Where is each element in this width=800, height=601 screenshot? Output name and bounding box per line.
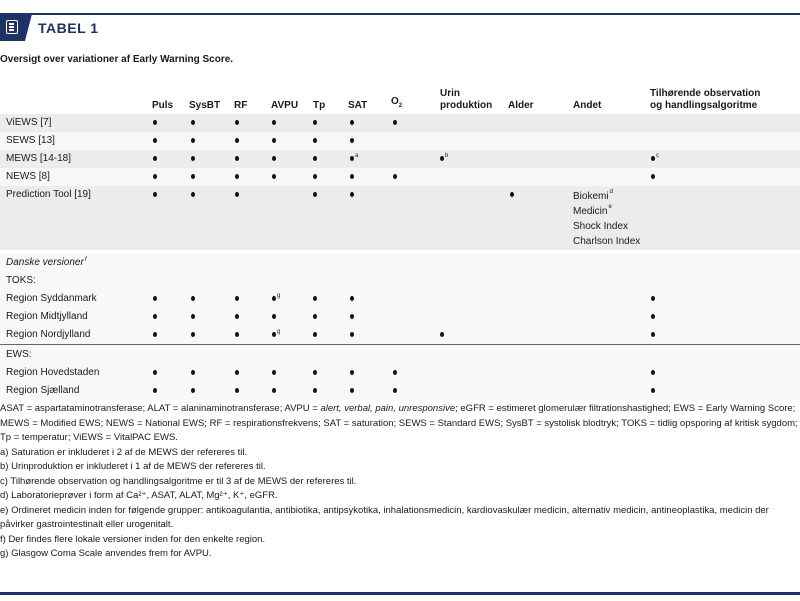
table-body-danish (0, 254, 800, 400)
footnote-f: f) Der findes flere lokale versioner inden for den enkelte region. (0, 533, 266, 545)
table-badge (0, 14, 32, 41)
mark-icon (313, 296, 317, 301)
mark-icon (651, 174, 655, 179)
footnote-b: b) Urinproduktion er inkluderet i 1 af de MEWS der refereres til. (0, 461, 266, 472)
table-body-international (0, 114, 800, 250)
andet-item: Medicin (573, 206, 608, 217)
mark-icon (235, 370, 239, 375)
row-label: Prediction Tool [19] (6, 189, 91, 200)
footnote-d: d) Laboratorieprøver i form af Ca²⁺, ASAT, ALAT, Mg²⁺, K⁺, eGFR. (0, 490, 278, 501)
mark-icon (153, 314, 157, 319)
mark-icon (191, 156, 195, 161)
mark-icon (191, 296, 195, 301)
footnote-g: g) Glasgow Coma Scale anvendes frem for AVPU. (0, 548, 212, 559)
mark-icon (235, 174, 239, 179)
row-label: Region Midtjylland (6, 311, 88, 322)
row-label: Region Syddanmark (6, 293, 97, 304)
bottom-rule (0, 592, 800, 595)
footnote-ref: e (608, 204, 612, 210)
mark-icon (350, 138, 354, 143)
col-sat: SAT (348, 100, 368, 111)
row-label: NEWS [8] (6, 171, 50, 182)
mark-icon (350, 332, 354, 337)
row-label: Region Nordjylland (6, 329, 91, 340)
table-label: TABEL 1 (38, 20, 99, 36)
col-sysbt: SysBT (189, 100, 221, 111)
table-row (0, 364, 800, 382)
section-divider (0, 344, 800, 345)
toks-label: TOKS: (6, 275, 36, 286)
mark-icon (235, 138, 239, 143)
mark-icon (235, 314, 239, 319)
subsection-heading (0, 272, 800, 290)
footnote-ref: b (445, 153, 449, 159)
mark-icon (191, 332, 195, 337)
mark-icon (393, 174, 397, 179)
mark-icon (153, 156, 157, 161)
footnote-a: a) Saturation er inkluderet i 2 af de MEWS der refereres til. (0, 446, 248, 458)
mark-icon (153, 296, 157, 301)
mark-icon (272, 138, 276, 143)
subsection-heading (0, 346, 800, 364)
mark-icon (313, 156, 317, 161)
top-rule (0, 13, 800, 15)
mark-icon (350, 156, 354, 161)
mark-icon (272, 332, 276, 337)
mark-icon (350, 120, 354, 125)
mark-icon (153, 332, 157, 337)
table-row (0, 114, 800, 132)
mark-icon (393, 120, 397, 125)
mark-icon (651, 332, 655, 337)
row-label: Region Hovedstaden (6, 367, 100, 378)
mark-icon (235, 296, 239, 301)
danish-heading: Danske versioner (6, 257, 84, 268)
footnote-ref: g (277, 293, 281, 299)
table-row (0, 150, 800, 168)
mark-icon (440, 332, 444, 337)
mark-icon (272, 174, 276, 179)
mark-icon (272, 156, 276, 161)
mark-icon (350, 388, 354, 393)
col-rf: RF (234, 100, 248, 111)
ews-label: EWS: (6, 349, 32, 360)
mark-icon (191, 388, 195, 393)
mark-icon (313, 314, 317, 319)
footnote-ref: g (277, 329, 281, 335)
row-label: ViEWS [7] (6, 117, 52, 128)
table-row (0, 382, 800, 400)
mark-icon (191, 314, 195, 319)
mark-icon (350, 192, 354, 197)
table-row (0, 290, 800, 308)
col-o2: $O_2$ (391, 96, 403, 109)
mark-icon (272, 314, 276, 319)
table-header (0, 84, 800, 114)
mark-icon (651, 156, 655, 161)
col-alder: Alder (508, 100, 534, 111)
col-andet: Andet (573, 100, 602, 111)
mark-icon (440, 156, 444, 161)
andet-item: Shock Index (573, 221, 629, 232)
col-tp: Tp (313, 100, 326, 111)
mark-icon (272, 296, 276, 301)
table-row (0, 168, 800, 186)
mark-icon (153, 138, 157, 143)
mark-icon (313, 120, 317, 125)
mark-icon (313, 332, 317, 337)
mark-icon (153, 174, 157, 179)
abbreviations: ASAT = aspartataminotransferase; ALAT = alaninaminotransferase; AVPU = alert, verbal, pain, unresponsive; eGFR = estimeret glomerulær filtrationshastighed; EWS = Early Warning Score; MEWS = Modified EWS; NEWS = National EWS; RF = respirationsfrekvens; SAT = saturation; SEWS = Standard EWS; SysBT = systolisk blodtryk; TOKS = tidlig opsporing af kritisk sygdom; Tp = temperatur; ViEWS = VitalPAC EWS. (0, 403, 798, 443)
footnote-c: c) Tilhørende observation og handlingsalgoritme er til 3 af de MEWS der refereres til. (0, 475, 357, 487)
mark-icon (235, 332, 239, 337)
mark-icon (191, 120, 195, 125)
table-row (0, 132, 800, 150)
mark-icon (393, 388, 397, 393)
mark-icon (153, 120, 157, 125)
mark-icon (191, 138, 195, 143)
row-label: SEWS [13] (6, 135, 55, 146)
section-heading (0, 254, 800, 272)
mark-icon (272, 388, 276, 393)
mark-icon (510, 192, 514, 197)
table-row (0, 308, 800, 326)
mark-icon (313, 388, 317, 393)
mark-icon (393, 370, 397, 375)
mark-icon (313, 138, 317, 143)
mark-icon (350, 314, 354, 319)
mark-icon (235, 120, 239, 125)
table-row (0, 186, 800, 250)
footnote-ref: c (656, 153, 659, 159)
mark-icon (350, 370, 354, 375)
table-footnotes (0, 402, 800, 562)
mark-icon (313, 174, 317, 179)
document-list-icon (6, 20, 18, 34)
col-tilhorende: Tilhørende observation og handlingsalgoritme (650, 88, 761, 111)
mark-icon (350, 296, 354, 301)
mark-icon (191, 370, 195, 375)
mark-icon (651, 296, 655, 301)
col-urinproduktion: Urin produktion (440, 88, 493, 111)
mark-icon (235, 388, 239, 393)
mark-icon (272, 120, 276, 125)
footnote-ref: d (609, 189, 613, 195)
row-label: MEWS [14-18] (6, 153, 72, 164)
mark-icon (153, 370, 157, 375)
mark-icon (313, 370, 317, 375)
mark-icon (651, 314, 655, 319)
andet-item: Biokemi (573, 191, 609, 202)
footnote-ref: a (355, 153, 359, 159)
mark-icon (191, 192, 195, 197)
footnote-ref: f (84, 257, 87, 263)
mark-icon (272, 370, 276, 375)
mark-icon (235, 192, 239, 197)
mark-icon (153, 388, 157, 393)
mark-icon (350, 174, 354, 179)
mark-icon (153, 192, 157, 197)
col-puls: Puls (152, 100, 174, 111)
andet-list (573, 189, 640, 249)
mark-icon (235, 156, 239, 161)
mark-icon (651, 370, 655, 375)
table-row (0, 326, 800, 344)
mark-icon (651, 388, 655, 393)
footnote-e: e) Ordineret medicin inden for følgende grupper: antikoagulantia, antibiotika, antipsykotika, inhalationsmedicin, kardiovaskulær medicin, alternativ medicin, antineoplastika, medicin der påvirker gastrointestinalt eller urogenitalt. (0, 504, 769, 530)
row-label: Region Sjælland (6, 385, 80, 396)
col-avpu: AVPU (271, 100, 299, 111)
table-caption: Oversigt over variationer af Early Warning Score. (0, 54, 234, 65)
andet-item: Charlson Index (573, 236, 641, 247)
mark-icon (191, 174, 195, 179)
mark-icon (313, 192, 317, 197)
